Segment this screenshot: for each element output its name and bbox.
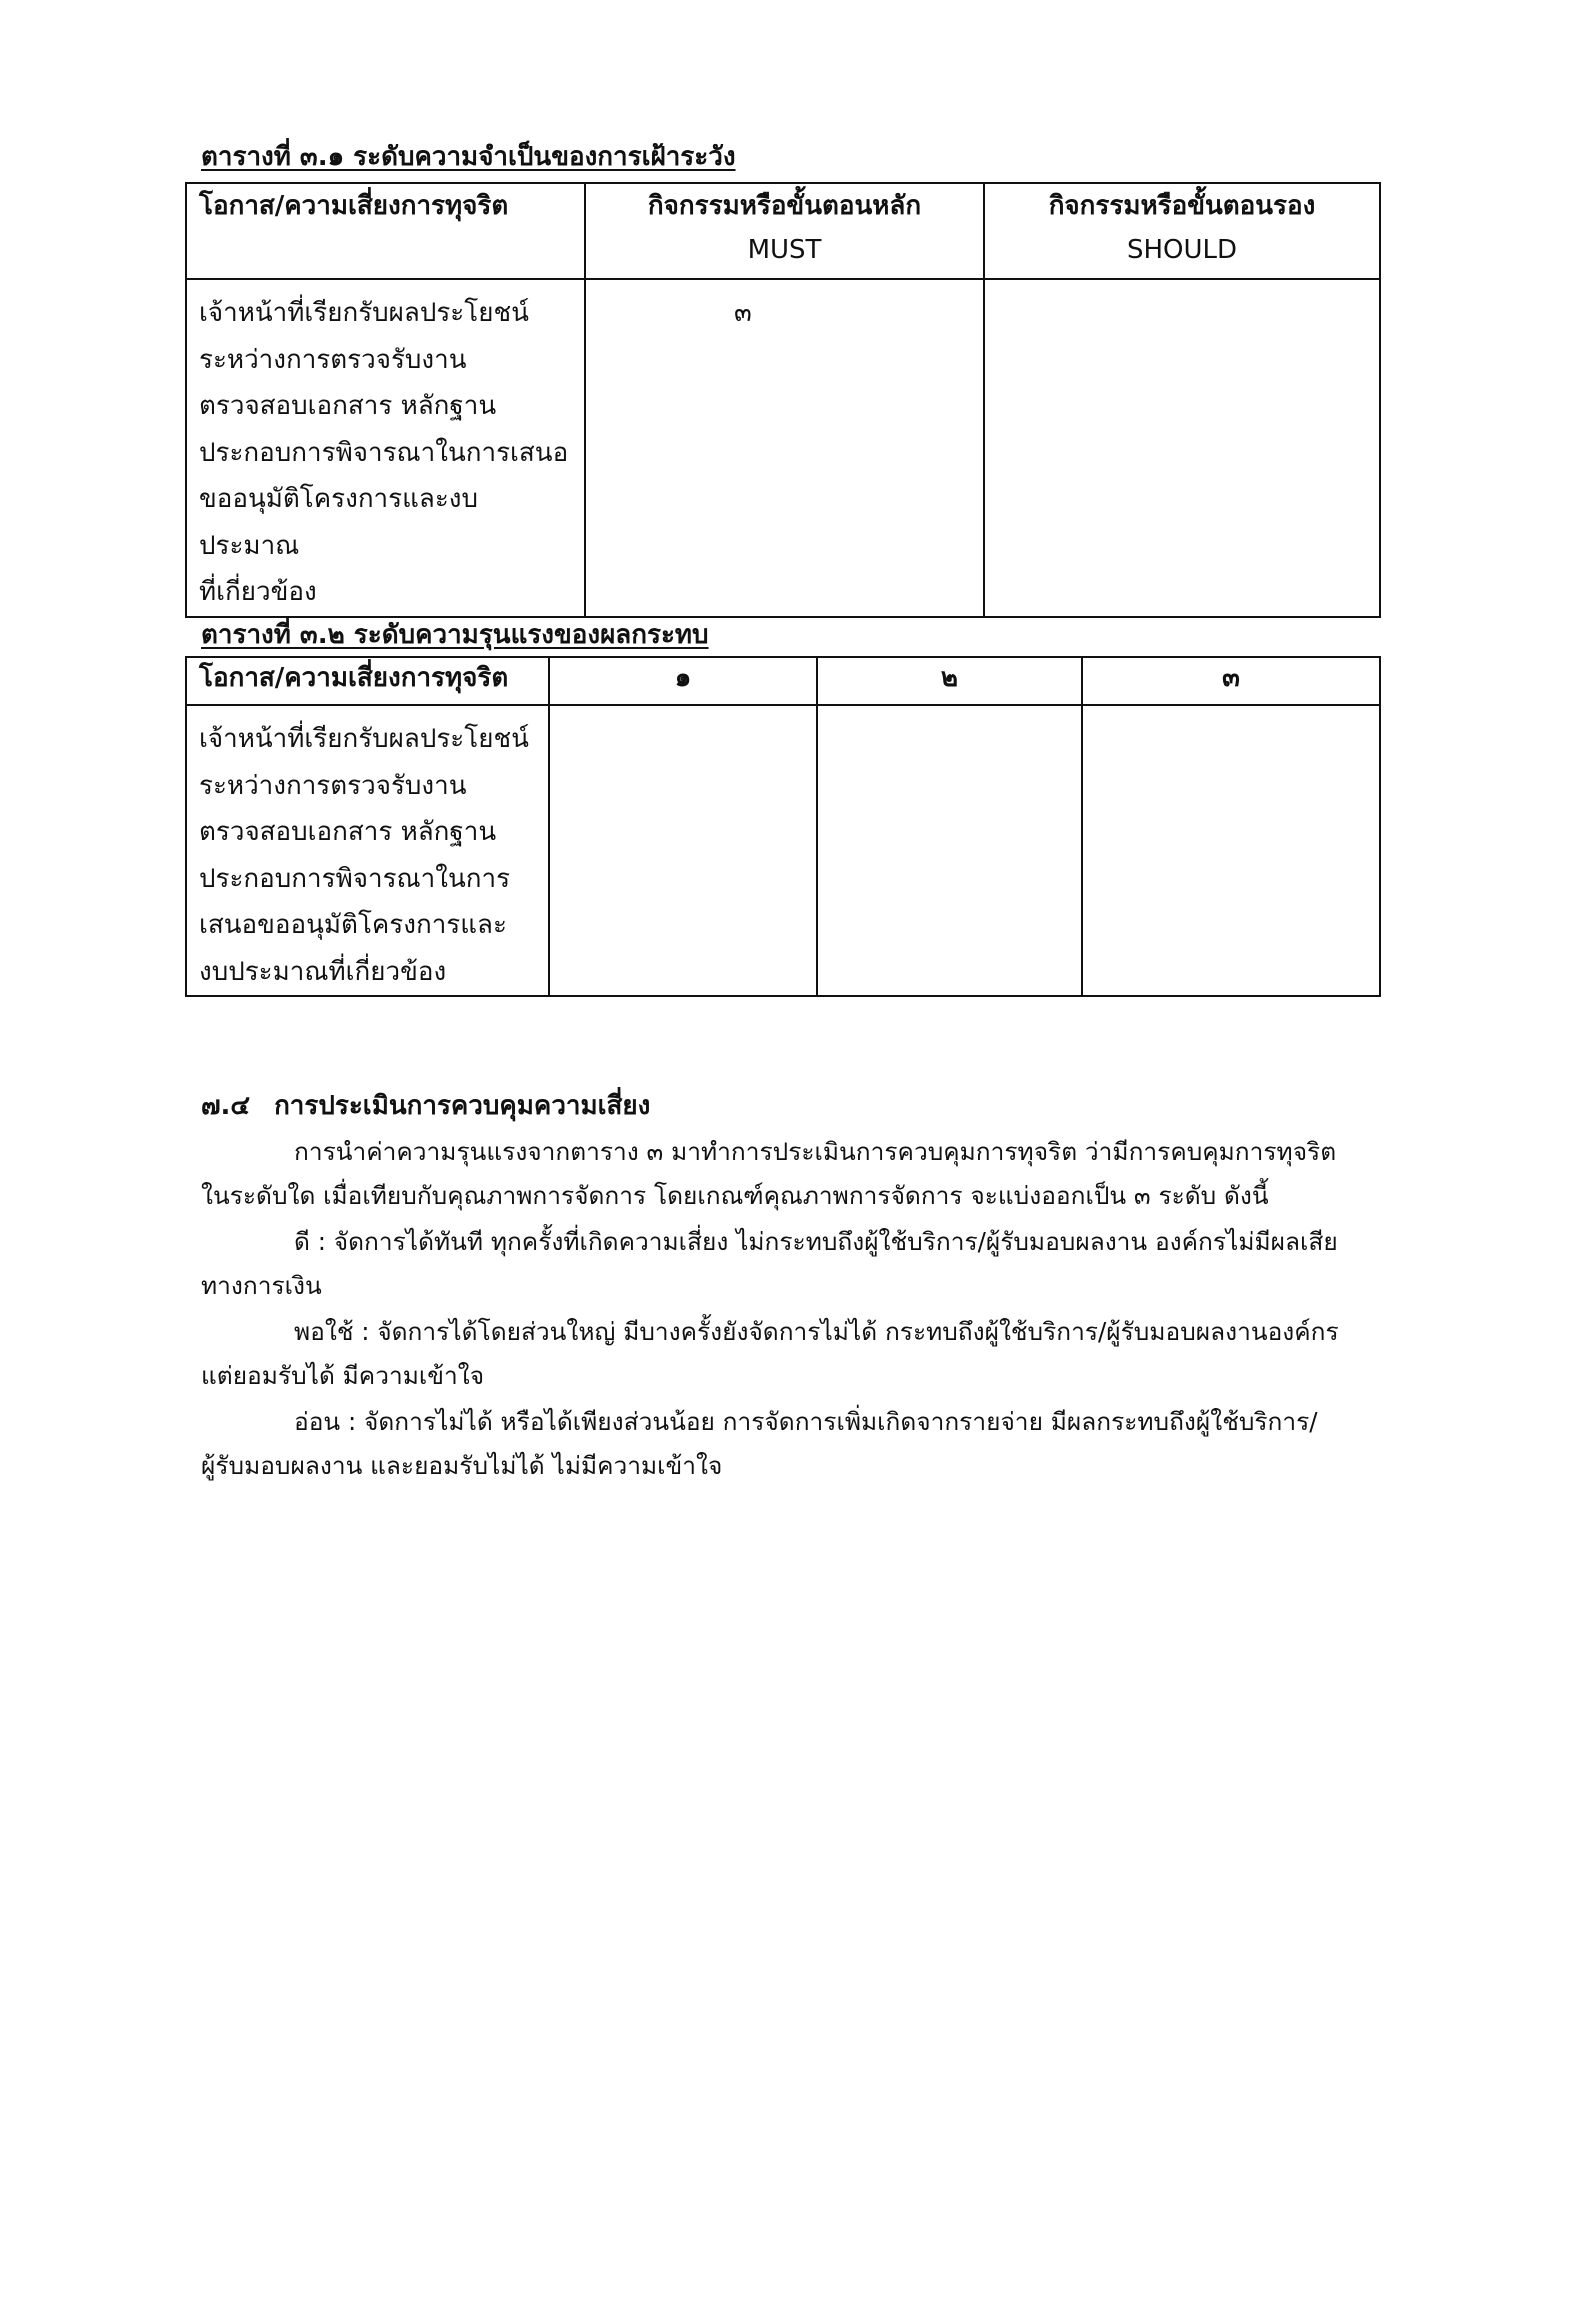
paragraph-line: ทางการเงิน xyxy=(201,1271,322,1300)
table2-caption: ตารางที่ ๓.๒ ระดับความรุนแรงของผลกระทบ xyxy=(201,620,709,650)
paragraph-line: แต่ยอมรับได้ มีความเข้าใจ xyxy=(201,1361,485,1390)
table1-header-should-code: SHOULD xyxy=(1126,235,1238,265)
table2-cell-risk: เจ้าหน้าที่เรียกรับผลประโยชน์ ระหว่างการตรวจรับงาน ตรวจสอบเอกสาร หลักฐาน ประกอบการพิจารณาในการ เสนอขออนุมัติโครงการและ งบประมาณที่เกี่ยวข้อง xyxy=(186,705,549,996)
table1-header-risk: โอกาส/ความเสี่ยงการทุจริต xyxy=(186,183,585,279)
table1-header-should-label: กิจกรรมหรือขั้นตอนรอง xyxy=(1048,191,1316,221)
table1-header-must-code: MUST xyxy=(747,235,822,265)
table1-cell-should xyxy=(984,279,1380,617)
section-title: การประเมินการควบคุมความเสี่ยง xyxy=(274,1091,651,1121)
criteria-fair-paragraph xyxy=(201,1310,1381,1398)
table2-cell-level2 xyxy=(817,705,1082,996)
table2-cell-level1 xyxy=(549,705,817,996)
table1-header-must xyxy=(585,183,984,279)
table1-row xyxy=(186,279,1380,617)
table1-cell-must: ๓ xyxy=(585,279,984,617)
table1-header-row xyxy=(186,183,1380,279)
section-heading xyxy=(201,1088,650,1124)
table1-necessity-level xyxy=(185,182,1381,618)
criteria-good-paragraph xyxy=(201,1220,1381,1308)
paragraph-line: พอใช้ : จัดการได้โดยส่วนใหญ่ มีบางครั้งยังจัดการไม่ได้ กระทบถึงผู้ใช้บริการ/ผู้รับมอบผลงานองค์กร xyxy=(294,1317,1339,1346)
table2-header-level3: ๓ xyxy=(1082,657,1380,705)
table2-header-risk: โอกาส/ความเสี่ยงการทุจริต xyxy=(186,657,549,705)
table1-header-should xyxy=(984,183,1380,279)
paragraph-line: ดี : จัดการได้ทันที ทุกครั้งที่เกิดความเสี่ยง ไม่กระทบถึงผู้ใช้บริการ/ผู้รับมอบผลงาน องค์กรไม่มีผลเสีย xyxy=(294,1227,1338,1256)
section-intro-paragraph xyxy=(201,1130,1381,1218)
table1-header-must-label: กิจกรรมหรือขั้นตอนหลัก xyxy=(647,191,922,221)
table2-cell-level3 xyxy=(1082,705,1380,996)
table2-row xyxy=(186,705,1380,996)
table2-header-level1: ๑ xyxy=(549,657,817,705)
table1-caption: ตารางที่ ๓.๑ ระดับความจำเป็นของการเฝ้าระวัง xyxy=(201,142,736,172)
table2-impact-severity xyxy=(185,656,1381,997)
table1-cell-risk: เจ้าหน้าที่เรียกรับผลประโยชน์ ระหว่างการตรวจรับงาน ตรวจสอบเอกสาร หลักฐาน ประกอบการพิจารณาในการเสนอ ขออนุมัติโครงการและงบประมาณ ที่เกี่ยวข้อง xyxy=(186,279,585,617)
paragraph-line: ในระดับใด เมื่อเทียบกับคุณภาพการจัดการ โดยเกณฑ์คุณภาพการจัดการ จะแบ่งออกเป็น ๓ ระดับ ดังนี้ xyxy=(201,1181,1269,1210)
paragraph-line: อ่อน : จัดการไม่ได้ หรือได้เพียงส่วนน้อย การจัดการเพิ่มเกิดจากรายจ่าย มีผลกระทบถึงผู้ใช้บริการ/ xyxy=(294,1407,1318,1436)
paragraph-line: การนำค่าความรุนแรงจากตาราง ๓ มาทำการประเมินการควบคุมการทุจริต ว่ามีการคบคุมการทุจริต xyxy=(294,1137,1337,1166)
paragraph-line: ผู้รับมอบผลงาน และยอมรับไม่ได้ ไม่มีความเข้าใจ xyxy=(201,1451,723,1480)
criteria-weak-paragraph xyxy=(201,1400,1381,1488)
table2-header-level2: ๒ xyxy=(817,657,1082,705)
table2-header-row xyxy=(186,657,1380,705)
section-number: ๗.๔ xyxy=(201,1091,251,1121)
